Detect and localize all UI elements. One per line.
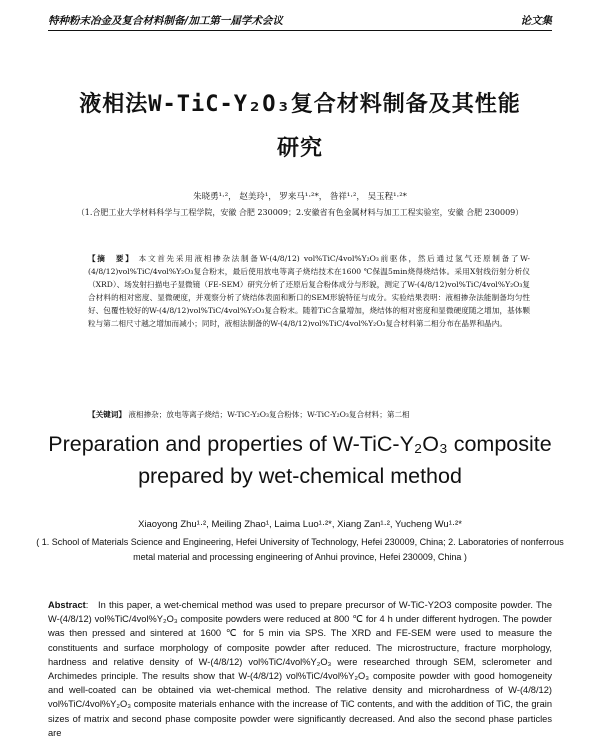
header-rule <box>48 30 552 31</box>
english-affiliation: ( 1. School of Materials Science and Engineering, Hefei University of Technology, Hefei 230009, China; 2. Laboratories of nonferrous metal material and processing engineering of Anhui province, Hefei 230009, China ) <box>36 537 564 562</box>
english-abstract-label: Abstract <box>48 600 86 610</box>
english-abstract: Abstract: In this paper, a wet-chemical method was used to prepare precursor of W-TiC-Y2O3 composite powder. The W-(4/8/12) vol%TiC/4vol%Y₂O₃ composite powders were reduced at 800 ℃ for 4 h under different hydrogen. The powder was then pressed and sintered at 1600 ℃ for 5 min via SPS. The XRD and FE-SEM were used to measure the constituents and surface morphology of composite powder after reduced. The microstructure, fracture morphology, hardness and relative density of W-(4/8/12) vol%TiC/4vol%Y₂O₃ were researched through SEM, sclerometer and Archimedes principle. The results show that W-(4/8/12) vol%TiC/4vol%Y₂O₃ composite powder with good homogeneity and well-coated can be obtained via wet-chemical method. The relative density and microhardness of W-(4/8/12) vol%TiC/4vol%Y₂O₃ composite materials enhance with the increase of TiC contents, and with the addition of TiC, the grain sizes of matrix and second phase composite powder were significantly decreased. And also the second phase particles are <box>48 600 552 738</box>
chinese-title <box>40 83 560 171</box>
english-abstract-text: In this paper, a wet-chemical method was used to prepare precursor of W-TiC-Y2O3 composite powder. The W-(4/8/12) vol%TiC/4vol%Y₂O₃ composite powders were reduced at 800 ℃ for 4 h under different hydrogen. The powder was then pressed and sintered at 1600 ℃ for 5 min via SPS. The XRD and FE-SEM were used to measure the constituents and surface morphology of composite powder after reduced. The microstructure, fracture morphology, hardness and relative density of W-(4/8/12) vol%TiC/4vol%Y₂O₃ were researched through SEM, sclerometer and Archimedes principle. The results show that W-(4/8/12) vol%TiC/4vol%Y₂O₃ composite powder with good homogeneity and well-coated can be obtained via wet-chemical method. The relative density and microhardness of W-(4/8/12) vol%TiC/4vol%Y₂O₃ composite materials enhance with the increase of TiC contents, and with the addition of TiC, the grain sizes of matrix and second phase composite powder were significantly decreased. And also the second phase particles are <box>48 600 552 738</box>
english-title <box>20 428 580 492</box>
header-conference-name: 特种粉末冶金及复合材料制备/加工第一届学术会议 <box>48 15 283 27</box>
chinese-keywords-text: 液相掺杂；放电等离子烧结；W-TiC-Y₂O₃复合粉体；W-TiC-Y₂O₃复合材料；第二相 <box>128 410 410 419</box>
chinese-title-line-1: 液相法W-TiC-Y₂O₃复合材料制备及其性能 <box>79 92 521 117</box>
chinese-abstract-text: 本文首先采用液相掺杂法制备W-(4/8/12) vol%TiC/4vol%Y₂O₃前驱体，然后通过氢气还原制备了W-(4/8/12)vol%TiC/4vol%Y₂O₃复合粉末，最后使用放电等离子烧结技术在1600 ℃保温5min烧得烧结体。采用X射线衍射分析仪（XRD）、场发射扫描电子显微镜（FE-SEM）研究分析了还原后复合粉体成分与形貌，测定了W-(4/8/12)vol%TiC/4vol%Y₂O₃复合材料的相对密度、显微硬度，并观察分析了烧结体表面和断口的SEM形貌特征与成分。实验结果表明：液相掺杂法能制备均匀性好、包覆性较好的W-(4/8/12)vol%TiC/4vol%Y₂O₃复合粉末。随着TiC含量增加，烧结体的相对密度和显微硬度随之增加，基体颗粒与第二相尺寸越之增加而减小；同时，液相法制备的W-(4/8/12)vol%TiC/4vol%Y₂O₃复合材料第二相分布在晶界和晶内。 <box>88 254 530 328</box>
chinese-title-line-2: 研究 <box>276 136 323 161</box>
chinese-keywords-label: 【关键词】 <box>88 410 126 419</box>
english-title-line-1: Preparation and properties of W-TiC-Y₂O₃ composite <box>48 432 552 456</box>
chinese-authors: 朱晓勇¹·²， 赵美玲¹， 罗来马¹·²*， 昝祥¹·²， 吴玉程¹·²* <box>193 192 407 202</box>
chinese-abstract <box>88 252 530 330</box>
chinese-abstract-label: 【摘 要】 <box>88 254 135 263</box>
header-proceedings-label: 论文集 <box>520 15 552 27</box>
chinese-keywords <box>88 408 530 421</box>
english-title-line-2: prepared by wet-chemical method <box>138 464 462 488</box>
english-authors: Xiaoyong Zhu¹·², Meiling Zhao¹, Laima Luo¹·²*, Xiang Zan¹·², Yucheng Wu¹·²* <box>138 519 462 530</box>
chinese-affiliation: （1.合肥工业大学材料科学与工程学院，安徽 合肥 230009；2.安徽省有色金属材料与加工工程实验室，安徽 合肥 230009） <box>76 208 524 217</box>
running-header <box>48 12 552 28</box>
